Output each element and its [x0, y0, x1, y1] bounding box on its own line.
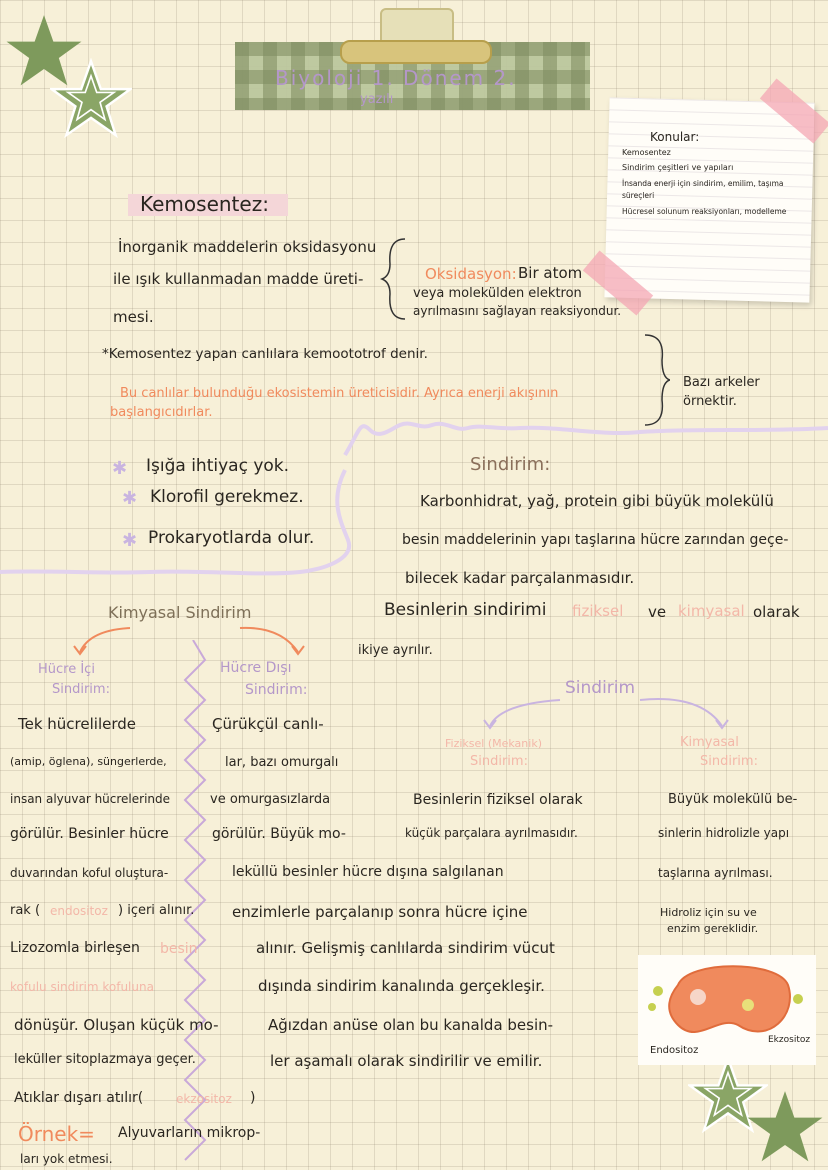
bullet-text: Prokaryotlarda olur. — [148, 528, 315, 548]
disi-line: ler aşamalı olarak sindirilir ve emilir. — [270, 1052, 543, 1070]
topic-item: Hücresel solunum reaksiyonları, modelleme — [622, 207, 787, 216]
kemo-def-line: ile ışık kullanmadan madde üreti- — [113, 270, 364, 288]
types-text: Besinlerin sindirimi — [384, 600, 547, 620]
fiziksel-title: Sindirim: — [470, 754, 528, 769]
ekzositoz-label: Ekzositoz — [768, 1035, 811, 1045]
kimyasal-line: Büyük molekülü be- — [668, 792, 798, 807]
kemo-def-line: İnorganik maddelerin oksidasyonu — [118, 238, 377, 256]
fiziksel-title: Fiziksel (Mekanik) — [445, 737, 542, 750]
ici-line: görülür. Besinler hücre — [10, 826, 169, 842]
uretici-line: başlangıcıdırlar. — [110, 405, 213, 420]
types-kimyasal: kimyasal — [678, 602, 745, 620]
fiziksel-line: küçük parçalara ayrılmasıdır. — [405, 826, 578, 840]
ici-line: Lizozomla birleşen — [10, 940, 140, 956]
arke-line: Bazı arkeler — [683, 375, 760, 390]
svg-text:✱: ✱ — [122, 530, 138, 550]
kemo-note: *Kemosentez yapan canlılara kemoototrof denir. — [102, 346, 428, 362]
disi-line: ve omurgasızlarda — [210, 792, 331, 807]
uretici-line: Bu canlılar bulunduğu ekosistemin üreticisidir. Ayrıca enerji akışının — [120, 386, 559, 401]
hucre-ici-title: Hücre İçi — [38, 662, 95, 677]
ici-line: ) — [250, 1090, 256, 1106]
disi-line: leküllü besinler hücre dışına salgılanan — [232, 864, 504, 880]
kimyasal-arrows — [60, 622, 320, 662]
endositoz-word: endositoz — [50, 904, 108, 918]
oks-line: veya molekülden elektron — [413, 286, 582, 301]
ici-line: (amip, öglena), süngerlerde, — [10, 755, 167, 768]
kimyasal-sindirim-title: Kimyasal Sindirim — [108, 603, 252, 622]
svg-text:✱: ✱ — [122, 488, 138, 508]
ornek-line: Alyuvarların mikrop- — [118, 1125, 261, 1141]
sindirim-def-line: besin maddelerinin yapı taşlarına hücre zarından geçe- — [402, 532, 789, 548]
disi-line: alınır. Gelişmiş canlılarda sindirim vücut — [256, 939, 555, 957]
besin-word: besin — [160, 941, 198, 957]
disi-line: lar, bazı omurgalı — [225, 755, 339, 770]
disi-line: dışında sindirim kanalında gerçekleşir. — [258, 977, 545, 995]
sindirim-title: Sindirim: — [470, 454, 551, 475]
ici-line: Tek hücrelilerde — [18, 715, 137, 733]
hucre-disi-title: Sindirim: — [245, 682, 308, 698]
types-ve: ve — [648, 603, 667, 621]
types-fiziksel: fiziksel — [572, 602, 624, 620]
ici-line: leküller sitoplazmaya geçer. — [14, 1052, 196, 1067]
banner-title: Biyoloji 1. Dönem 2. — [275, 66, 517, 90]
kimyasal-title: Kimyasal — [680, 735, 739, 750]
ornek-label: Örnek= — [18, 1122, 95, 1146]
ici-line: duvarından koful oluştura- — [10, 866, 169, 880]
sindirim-def-line: Karbonhidrat, yağ, protein gibi büyük molekülü — [420, 492, 774, 510]
types-text-b: ikiye ayrılır. — [358, 643, 433, 658]
disi-line: görülür. Büyük mo- — [212, 826, 346, 842]
star-outline-icon — [50, 58, 132, 140]
topics-heading: Konular: — [650, 130, 700, 144]
ornek-line: ları yok etmesi. — [20, 1152, 113, 1166]
kemo-def-line: mesi. — [113, 308, 154, 326]
hucre-disi-title: Hücre Dışı — [220, 660, 292, 676]
ici-line: insan alyuvar hücrelerinde — [10, 792, 171, 806]
diagram-root: Sindirim — [565, 678, 636, 698]
types-olarak: olarak — [753, 603, 800, 621]
ici-line: kofulu sindirim kofuluna — [10, 980, 154, 994]
kimyasal-line: taşlarına ayrılması. — [658, 866, 773, 880]
bullet-text: Işığa ihtiyaç yok. — [146, 456, 290, 476]
fiziksel-line: Besinlerin fiziksel olarak — [413, 792, 583, 808]
banner-subtitle: yazılı — [360, 92, 394, 107]
hucre-ici-title: Sindirim: — [52, 682, 110, 697]
hidroliz-line: enzim gereklidir. — [667, 922, 759, 935]
disi-line: Ağızdan anüse olan bu kanalda besin- — [268, 1016, 554, 1034]
kimyasal-title: Sindirim: — [700, 754, 758, 769]
kemosentez-title: Kemosentez: — [140, 192, 269, 216]
disi-line: enzimlerle parçalanıp sonra hücre içine — [232, 903, 528, 921]
arke-line: örnektir. — [683, 394, 737, 409]
diagram-arrows — [470, 690, 760, 740]
kimyasal-line: sinlerin hidrolizle yapı — [658, 826, 790, 840]
svg-text:✱: ✱ — [112, 458, 128, 478]
star-icon — [746, 1088, 824, 1166]
oksidasyon-label: Oksidasyon: — [425, 265, 517, 283]
disi-line: Çürükçül canlı- — [212, 715, 324, 733]
ici-line: Atıklar dışarı atılır( — [14, 1090, 144, 1106]
hidroliz-line: Hidroliz için su ve — [660, 906, 757, 919]
topic-item: İnsanda enerji için sindirim, emilim, taşıma süreçleri — [622, 179, 784, 200]
oks-line: Bir atom — [518, 264, 583, 282]
brace — [380, 234, 410, 324]
ici-line: rak ( — [10, 903, 41, 918]
oks-line: ayrılmasını sağlayan reaksiyondur. — [413, 304, 622, 318]
ici-line: dönüşür. Oluşan küçük mo- — [14, 1016, 219, 1034]
bullet-text: Klorofil gerekmez. — [150, 487, 304, 507]
binder-clip — [340, 40, 492, 64]
topic-item: Kemosentez — [622, 148, 671, 157]
topic-item: Sindirim çeşitleri ve yapıları — [622, 163, 734, 172]
ici-line: ) içeri alınır. — [118, 903, 195, 918]
ekzositoz-word: ekzositoz — [176, 1092, 232, 1106]
endositoz-label: Endositoz — [650, 1045, 699, 1056]
sindirim-def-line: bilecek kadar parçalanmasıdır. — [405, 569, 635, 587]
